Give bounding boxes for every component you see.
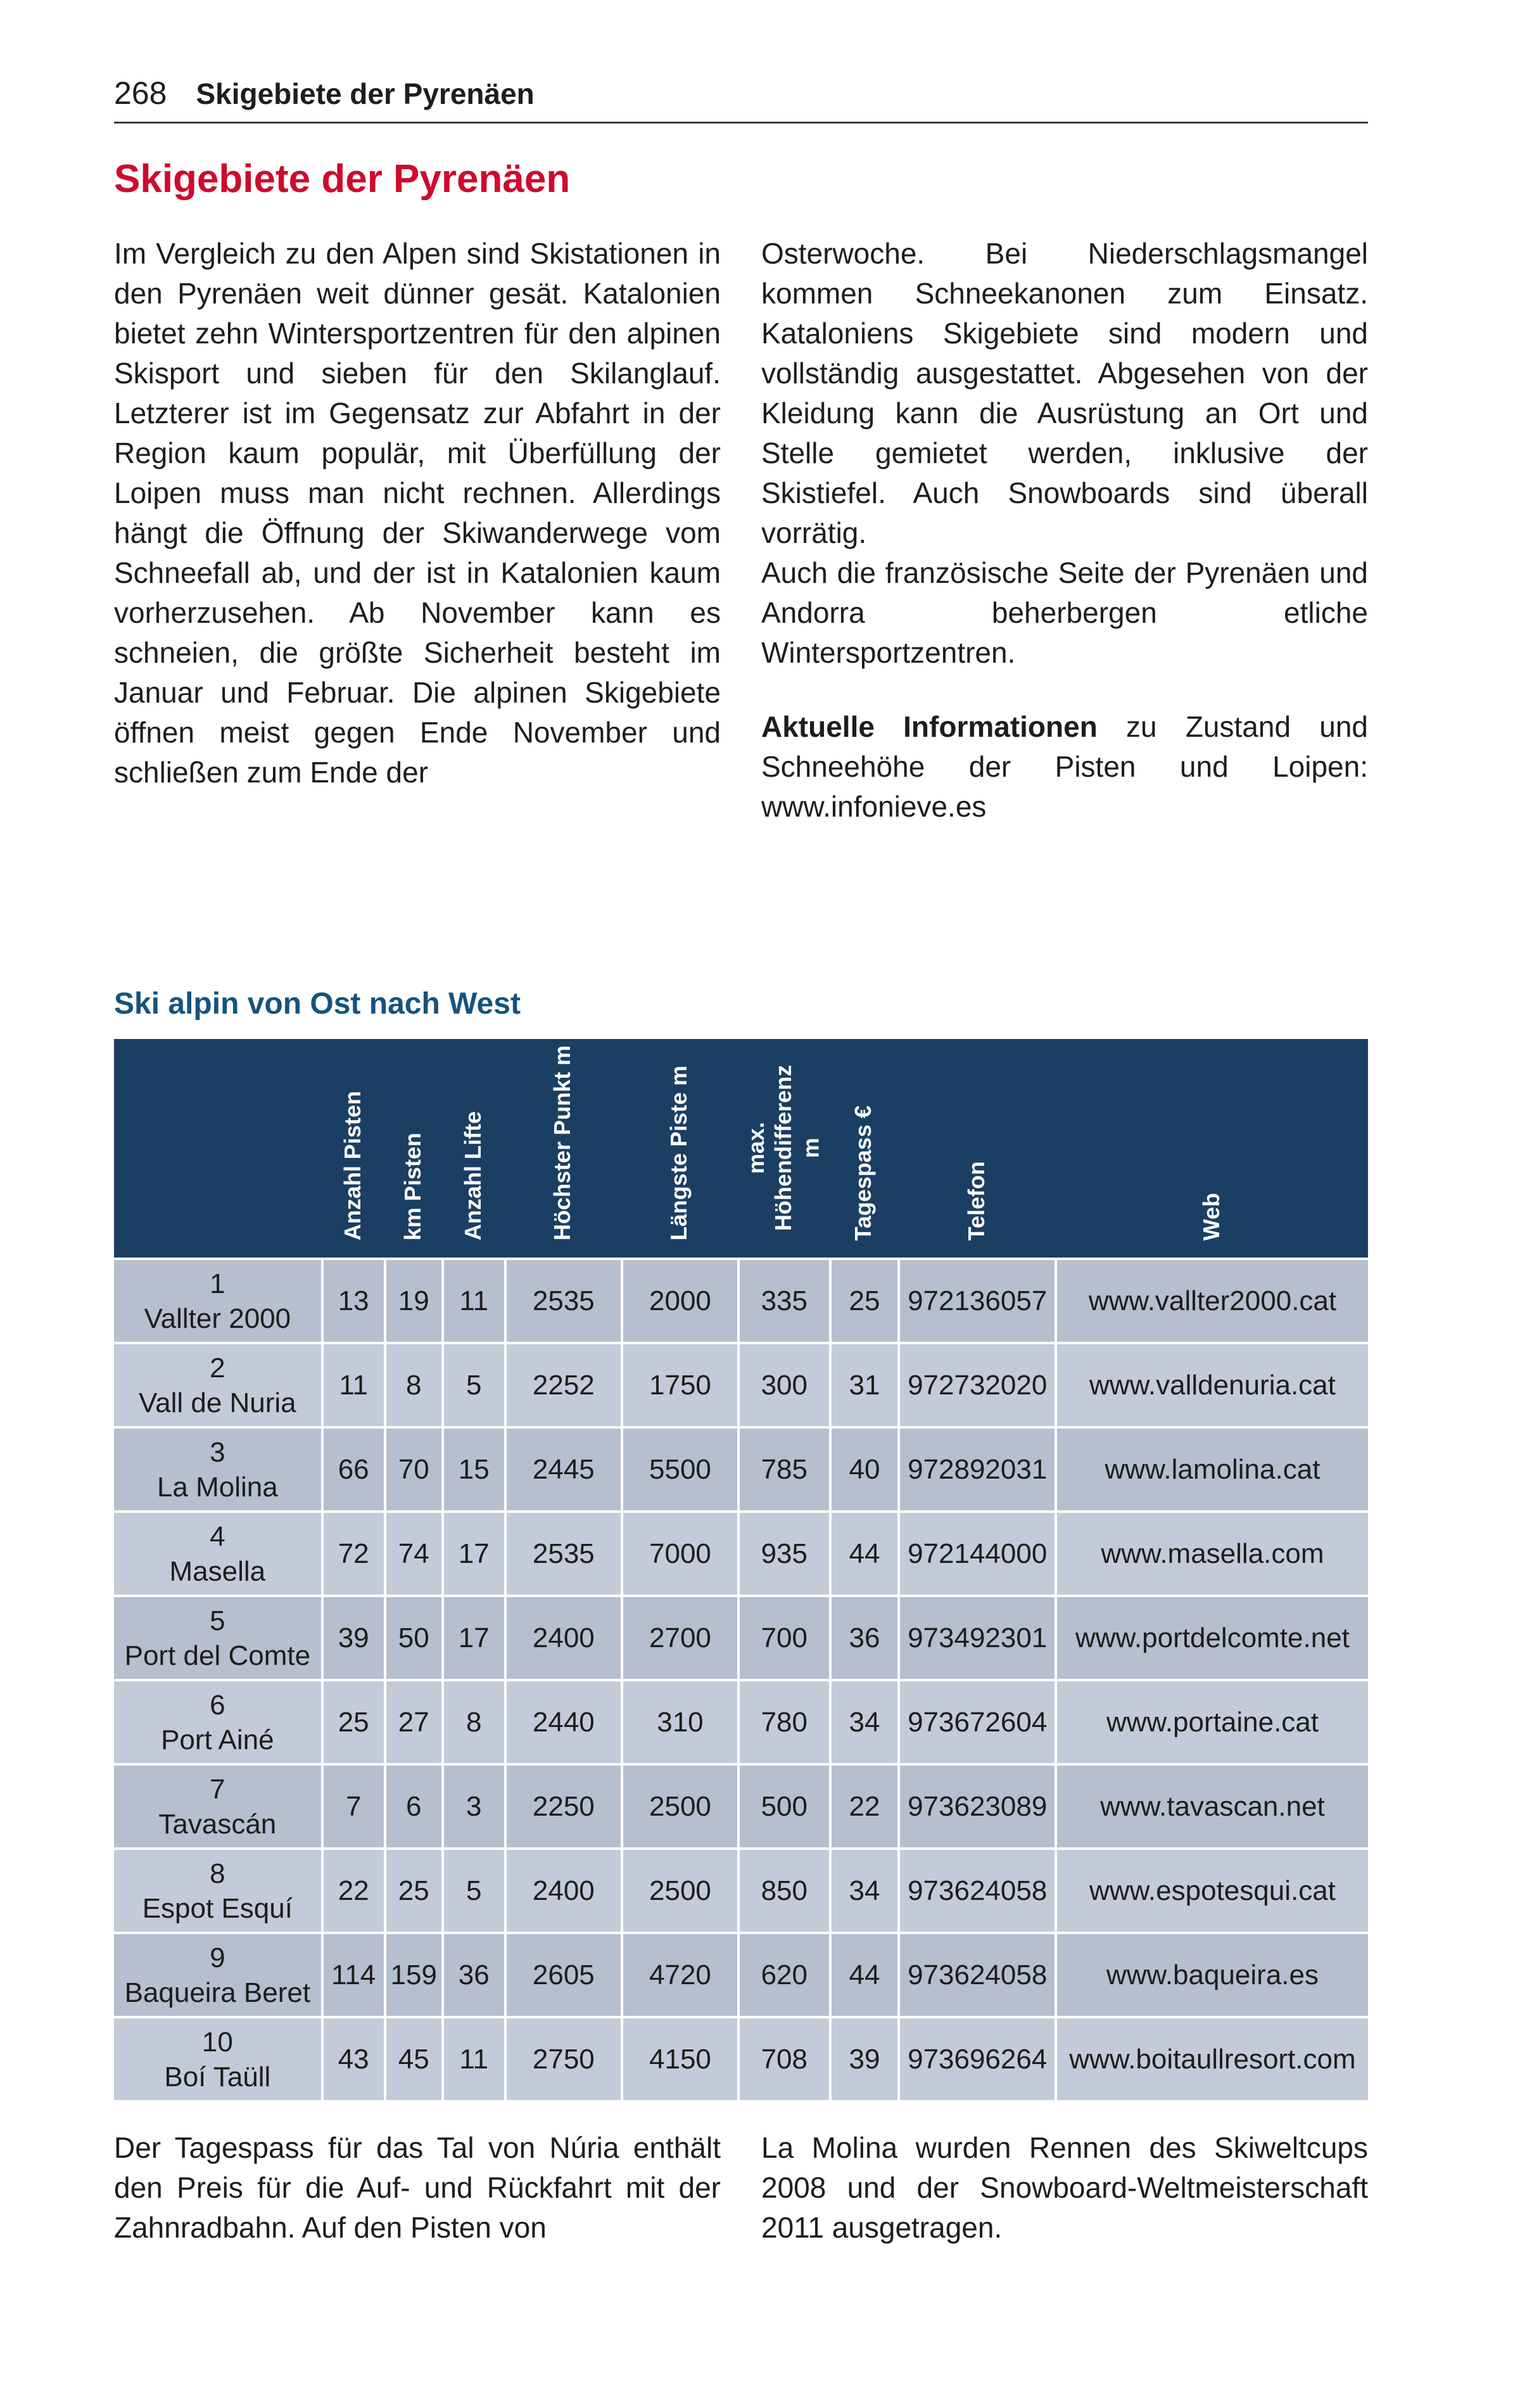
resort-name: Tavascán xyxy=(158,1808,277,1840)
cell-anzahl-pisten: 114 xyxy=(321,1932,384,2016)
cell-anzahl-lifte: 5 xyxy=(441,1847,504,1932)
resort-cell xyxy=(114,1510,321,1595)
running-title: Skigebiete der Pyrenäen xyxy=(196,77,535,110)
cell-web: www.masella.com xyxy=(1054,1510,1368,1595)
resort-cell xyxy=(114,1679,321,1763)
footer-paragraph-right: La Molina wurden Rennen des Skiweltcups 2008 und der Snowboard-Weltmeisterschaft 2011 ausgetragen. xyxy=(761,2131,1368,2245)
cell-tagespass: 40 xyxy=(829,1426,898,1510)
table-row xyxy=(114,1763,1368,1847)
footer-paragraph-left: Der Tagespass für das Tal von Núria enthält den Preis für die Auf- und Rückfahrt mit der Zahnradbahn. Auf den Pisten von xyxy=(114,2131,721,2245)
cell-telefon: 972136057 xyxy=(897,1258,1054,1342)
table-row xyxy=(114,2016,1368,2100)
cell-web: www.valldenuria.cat xyxy=(1054,1342,1368,1426)
table-column-header xyxy=(504,1039,621,1258)
resort-cell xyxy=(114,1932,321,2016)
cell-hoechster-punkt: 2252 xyxy=(504,1342,621,1426)
cell-tagespass: 36 xyxy=(829,1595,898,1679)
resort-cell xyxy=(114,1763,321,1847)
cell-telefon: 973624058 xyxy=(897,1932,1054,2016)
intro-paragraph-right-1: Osterwoche. Bei Niederschlagsmangel kommen Schneekanonen zum Einsatz. Kataloniens Skigebiete sind modern und vollständig ausgestattet. Abgesehen von der Kleidung kann die Ausrüstung an Ort und Stelle gemietet werden, inklusive der Skistiefel. Auch Snowboards sind überall vorrätig. xyxy=(761,237,1368,550)
cell-anzahl-pisten: 11 xyxy=(321,1342,384,1426)
resort-cell xyxy=(114,1426,321,1510)
cell-km-pisten: 159 xyxy=(384,1932,441,2016)
cell-hoehendifferenz: 935 xyxy=(737,1510,829,1595)
cell-hoechster-punkt: 2445 xyxy=(504,1426,621,1510)
cell-hoechster-punkt: 2440 xyxy=(504,1679,621,1763)
resort-number: 9 xyxy=(210,1942,225,1973)
resort-cell xyxy=(114,1258,321,1342)
cell-anzahl-pisten: 22 xyxy=(321,1847,384,1932)
intro-column-right xyxy=(761,234,1368,931)
cell-hoechster-punkt: 2750 xyxy=(504,2016,621,2100)
cell-tagespass: 22 xyxy=(829,1763,898,1847)
cell-tagespass: 44 xyxy=(829,1932,898,2016)
cell-anzahl-lifte: 17 xyxy=(441,1510,504,1595)
page-number: 268 xyxy=(114,75,167,111)
cell-km-pisten: 50 xyxy=(384,1595,441,1679)
resort-name: Port del Comte xyxy=(124,1640,311,1671)
cell-telefon: 973696264 xyxy=(897,2016,1054,2100)
cell-km-pisten: 25 xyxy=(384,1847,441,1932)
cell-web: www.espotesqui.cat xyxy=(1054,1847,1368,1932)
table-row xyxy=(114,1258,1368,1342)
ski-resorts-table xyxy=(114,1039,1368,2100)
cell-anzahl-lifte: 11 xyxy=(441,2016,504,2100)
intro-column-left xyxy=(114,234,721,931)
footer-section xyxy=(114,2128,1368,2248)
cell-telefon: 973672604 xyxy=(897,1679,1054,1763)
cell-laengste-piste: 2700 xyxy=(621,1595,737,1679)
cell-laengste-piste: 2500 xyxy=(621,1763,737,1847)
cell-anzahl-lifte: 36 xyxy=(441,1932,504,2016)
cell-hoehendifferenz: 300 xyxy=(737,1342,829,1426)
info-paragraph xyxy=(761,707,1368,827)
cell-tagespass: 44 xyxy=(829,1510,898,1595)
cell-web: www.portdelcomte.net xyxy=(1054,1595,1368,1679)
cell-laengste-piste: 4720 xyxy=(621,1932,737,2016)
cell-telefon: 973623089 xyxy=(897,1763,1054,1847)
resort-name: Boí Taüll xyxy=(164,2061,271,2093)
table-column-header xyxy=(321,1039,384,1258)
column-header-label: km Pisten xyxy=(399,1133,426,1241)
cell-anzahl-lifte: 3 xyxy=(441,1763,504,1847)
column-header-label: Anzahl Pisten xyxy=(339,1091,365,1241)
table-row xyxy=(114,1595,1368,1679)
resort-name: Baqueira Beret xyxy=(124,1977,311,2008)
column-header-label: Längste Piste m xyxy=(666,1066,692,1241)
cell-km-pisten: 19 xyxy=(384,1258,441,1342)
cell-tagespass: 39 xyxy=(829,2016,898,2100)
cell-hoehendifferenz: 780 xyxy=(737,1679,829,1763)
cell-anzahl-pisten: 13 xyxy=(321,1258,384,1342)
cell-anzahl-lifte: 11 xyxy=(441,1258,504,1342)
table-row xyxy=(114,1510,1368,1595)
resort-cell xyxy=(114,1595,321,1679)
cell-web: www.vallter2000.cat xyxy=(1054,1258,1368,1342)
cell-laengste-piste: 2500 xyxy=(621,1847,737,1932)
resort-name: Vall de Nuria xyxy=(139,1387,296,1418)
page-header xyxy=(114,75,1368,111)
cell-web: www.tavascan.net xyxy=(1054,1763,1368,1847)
column-header-label: Telefon xyxy=(963,1161,989,1241)
resort-number: 3 xyxy=(210,1436,225,1468)
cell-anzahl-lifte: 8 xyxy=(441,1679,504,1763)
resort-cell xyxy=(114,1342,321,1426)
footer-column-right xyxy=(761,2128,1368,2248)
resort-number: 1 xyxy=(210,1268,225,1299)
cell-anzahl-lifte: 17 xyxy=(441,1595,504,1679)
header-rule xyxy=(114,122,1368,124)
cell-laengste-piste: 310 xyxy=(621,1679,737,1763)
resort-name: Espot Esquí xyxy=(142,1892,293,1924)
cell-anzahl-lifte: 15 xyxy=(441,1426,504,1510)
cell-hoehendifferenz: 708 xyxy=(737,2016,829,2100)
intro-paragraph-left: Im Vergleich zu den Alpen sind Skistationen in den Pyrenäen weit dünner gesät. Katalonien bietet zehn Wintersportzentren für den alpinen Skisport und sieben für den Skilanglauf. Letzterer ist im Gegensatz zur Abfahrt in der Region kaum populär, mit Überfüllung der Loipen muss man nicht rechnen. Allerdings hängt die Öffnung der Skiwanderwege vom Schneefall ab, und der ist in Katalonien kaum vorherzusehen. Ab November kann es schneien, die größte Sicherheit besteht im Januar und Februar. Die alpinen Skigebiete öffnen meist gegen Ende November und schließen zum Ende der xyxy=(114,237,721,789)
table-body xyxy=(114,1258,1368,2100)
column-header-label: Web xyxy=(1198,1192,1224,1241)
cell-telefon: 972732020 xyxy=(897,1342,1054,1426)
resort-number: 10 xyxy=(201,2026,233,2058)
cell-web: www.lamolina.cat xyxy=(1054,1426,1368,1510)
resort-number: 4 xyxy=(210,1520,225,1552)
cell-hoehendifferenz: 700 xyxy=(737,1595,829,1679)
cell-hoehendifferenz: 500 xyxy=(737,1763,829,1847)
cell-anzahl-pisten: 7 xyxy=(321,1763,384,1847)
cell-web: www.portaine.cat xyxy=(1054,1679,1368,1763)
cell-telefon: 972144000 xyxy=(897,1510,1054,1595)
table-column-header xyxy=(1054,1039,1368,1258)
column-header-label: max. Höhendifferenz m xyxy=(742,1065,823,1232)
cell-km-pisten: 45 xyxy=(384,2016,441,2100)
cell-hoehendifferenz: 850 xyxy=(737,1847,829,1932)
cell-anzahl-pisten: 72 xyxy=(321,1510,384,1595)
cell-tagespass: 31 xyxy=(829,1342,898,1426)
cell-tagespass: 34 xyxy=(829,1679,898,1763)
cell-hoehendifferenz: 335 xyxy=(737,1258,829,1342)
resort-number: 5 xyxy=(210,1605,225,1636)
cell-km-pisten: 6 xyxy=(384,1763,441,1847)
info-lead-bold: Aktuelle Informationen xyxy=(761,710,1098,744)
resort-number: 7 xyxy=(210,1773,225,1805)
resort-name: Vallter 2000 xyxy=(144,1303,291,1334)
table-row xyxy=(114,1679,1368,1763)
table-row xyxy=(114,1847,1368,1932)
cell-laengste-piste: 1750 xyxy=(621,1342,737,1426)
intro-paragraph-right-2: Auch die französische Seite der Pyrenäen und Andorra beherbergen etliche Wintersportzentren. xyxy=(761,556,1368,670)
cell-laengste-piste: 4150 xyxy=(621,2016,737,2100)
cell-telefon: 973492301 xyxy=(897,1595,1054,1679)
cell-laengste-piste: 5500 xyxy=(621,1426,737,1510)
cell-hoechster-punkt: 2400 xyxy=(504,1595,621,1679)
cell-tagespass: 34 xyxy=(829,1847,898,1932)
cell-hoehendifferenz: 785 xyxy=(737,1426,829,1510)
cell-laengste-piste: 7000 xyxy=(621,1510,737,1595)
cell-telefon: 973624058 xyxy=(897,1847,1054,1932)
table-column-header xyxy=(829,1039,898,1258)
table-row xyxy=(114,1932,1368,2016)
column-header-label: Tagespass € xyxy=(850,1105,877,1241)
table-column-header xyxy=(384,1039,441,1258)
resort-name: La Molina xyxy=(156,1471,278,1503)
cell-km-pisten: 70 xyxy=(384,1426,441,1510)
cell-web: www.boitaullresort.com xyxy=(1054,2016,1368,2100)
table-row xyxy=(114,1342,1368,1426)
resort-number: 8 xyxy=(210,1857,225,1889)
table-header-row xyxy=(114,1039,1368,1258)
page-title: Skigebiete der Pyrenäen xyxy=(114,157,571,201)
cell-hoechster-punkt: 2605 xyxy=(504,1932,621,2016)
cell-telefon: 972892031 xyxy=(897,1426,1054,1510)
cell-hoechster-punkt: 2535 xyxy=(504,1510,621,1595)
table-column-header xyxy=(737,1039,829,1258)
info-text: zu Zustand und Schneehöhe der Pisten und Loipen: www.infonieve.es xyxy=(761,710,1369,824)
column-header-label: Höchster Punkt m xyxy=(549,1045,576,1241)
resort-name: Port Ainé xyxy=(161,1724,274,1755)
column-header-label: Anzahl Lifte xyxy=(459,1111,486,1241)
cell-hoechster-punkt: 2400 xyxy=(504,1847,621,1932)
cell-km-pisten: 8 xyxy=(384,1342,441,1426)
table-row xyxy=(114,1426,1368,1510)
resort-cell xyxy=(114,2016,321,2100)
table-corner-cell xyxy=(114,1039,321,1258)
cell-km-pisten: 74 xyxy=(384,1510,441,1595)
table-column-header xyxy=(621,1039,737,1258)
table-column-header xyxy=(897,1039,1054,1258)
footer-column-left xyxy=(114,2128,721,2248)
cell-hoehendifferenz: 620 xyxy=(737,1932,829,2016)
cell-anzahl-pisten: 66 xyxy=(321,1426,384,1510)
cell-anzahl-pisten: 39 xyxy=(321,1595,384,1679)
cell-km-pisten: 27 xyxy=(384,1679,441,1763)
cell-laengste-piste: 2000 xyxy=(621,1258,737,1342)
cell-anzahl-pisten: 43 xyxy=(321,2016,384,2100)
table-column-header xyxy=(441,1039,504,1258)
table-section-title: Ski alpin von Ost nach West xyxy=(114,987,521,1021)
cell-tagespass: 25 xyxy=(829,1258,898,1342)
resort-cell xyxy=(114,1847,321,1932)
cell-hoechster-punkt: 2535 xyxy=(504,1258,621,1342)
intro-section xyxy=(114,234,1368,931)
cell-anzahl-pisten: 25 xyxy=(321,1679,384,1763)
resort-number: 2 xyxy=(210,1352,225,1384)
cell-anzahl-lifte: 5 xyxy=(441,1342,504,1426)
cell-hoechster-punkt: 2250 xyxy=(504,1763,621,1847)
cell-web: www.baqueira.es xyxy=(1054,1932,1368,2016)
resort-name: Masella xyxy=(169,1555,266,1587)
resort-number: 6 xyxy=(210,1689,225,1721)
